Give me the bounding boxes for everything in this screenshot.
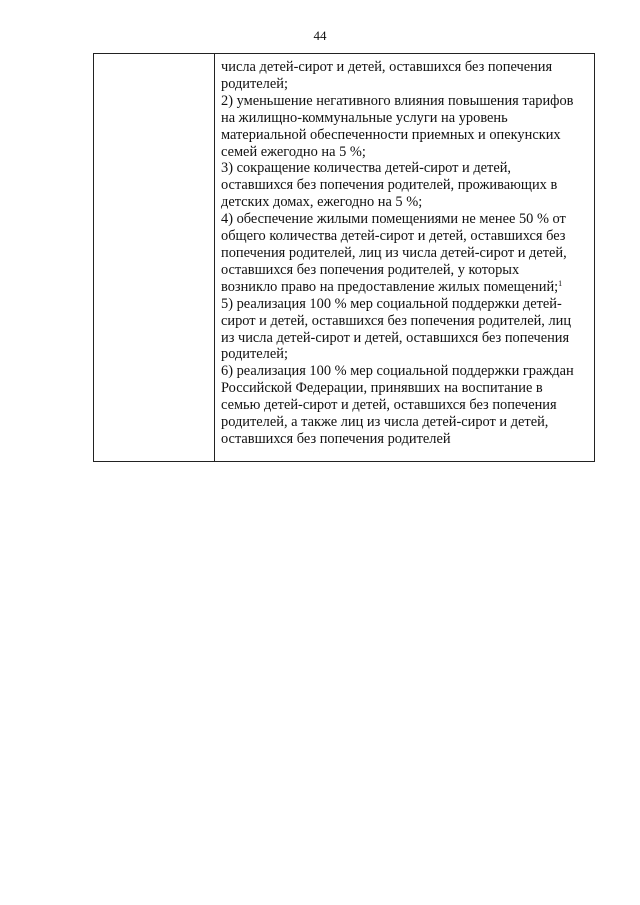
- text-line: семей ежегодно на 5 %;: [221, 143, 366, 160]
- text-line: из числа детей-сирот и детей, оставшихся без попечения: [221, 329, 570, 346]
- text-line-with-footnote: [221, 279, 591, 296]
- text-line: 5) реализация 100 % мер социальной поддержки детей-: [221, 295, 562, 312]
- text-line: на жилищно-коммунальные услуги на уровень: [221, 109, 508, 126]
- text-line: родителей;: [221, 75, 288, 92]
- text-line: материальной обеспеченности приемных и опекунских: [221, 126, 561, 143]
- text-line: родителей;: [221, 346, 288, 363]
- text-line: семью детей-сирот и детей, оставшихся без попечения: [221, 397, 557, 414]
- text-line: родителей, а также лиц из числа детей-сирот и детей,: [221, 414, 549, 431]
- text-line: попечения родителей, лиц из числа детей-сирот и детей,: [221, 244, 567, 261]
- text-line: сирот и детей, оставшихся без попечения родителей, лиц: [221, 312, 572, 329]
- page-number: 44: [313, 28, 327, 43]
- table-right-cell: [215, 54, 594, 461]
- text-line: оставшихся без попечения родителей: [221, 430, 451, 447]
- table-left-cell: [94, 54, 215, 461]
- text-line: 2) уменьшение негативного влияния повышения тарифов: [221, 92, 574, 109]
- text-line: 6) реализация 100 % мер социальной поддержки граждан: [221, 363, 574, 380]
- text-line: оставшихся без попечения родителей, проживающих в: [221, 177, 558, 194]
- footnote-marker: 1: [558, 278, 563, 288]
- text-line: 4) обеспечение жилыми помещениями не менее 50 % от: [221, 211, 566, 228]
- document-table: [93, 53, 595, 462]
- text-line: детских домах, ежегодно на 5 %;: [221, 194, 423, 211]
- text-line: Российской Федерации, принявших на воспитание в: [221, 380, 543, 397]
- text-line: оставшихся без попечения родителей, у которых: [221, 261, 520, 278]
- text-line: общего количества детей-сирот и детей, оставшихся без: [221, 228, 566, 245]
- text-line: числа детей-сирот и детей, оставшихся без попечения: [221, 59, 553, 75]
- text-line: возникло право на предоставление жилых помещений;: [221, 278, 559, 295]
- text-line: 3) сокращение количества детей-сирот и детей,: [221, 160, 512, 177]
